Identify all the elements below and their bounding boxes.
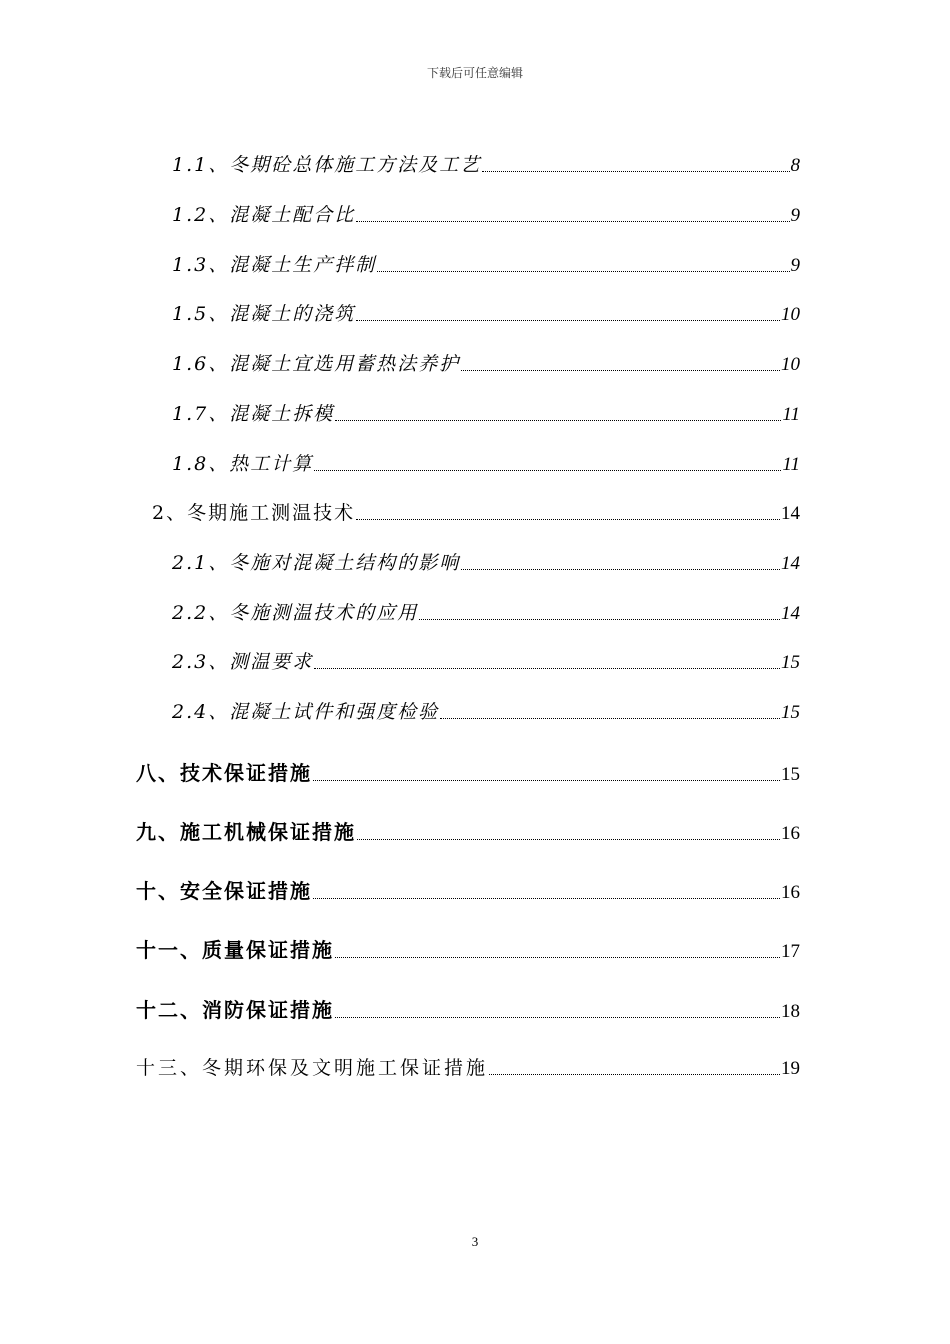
toc-entry-title: 十一、质量保证措施 [136, 938, 334, 962]
toc-entry-title: 十三、冬期环保及文明施工保证措施 [136, 1057, 489, 1079]
toc-leader [356, 518, 780, 520]
toc-leader [335, 956, 780, 958]
toc-leader [313, 779, 780, 781]
toc-entry[interactable] [136, 934, 800, 963]
toc-leader [357, 838, 780, 840]
toc-entry-page: 16 [781, 882, 800, 903]
page-header: 下载后可任意编辑 [426, 66, 523, 80]
toc-leader [461, 568, 780, 570]
toc-leader [461, 369, 780, 371]
toc-entry-page: 18 [781, 1001, 800, 1022]
toc-leader [377, 270, 789, 272]
toc-entry-title: 2.3、测温要求 [172, 651, 314, 673]
toc-entry-page: 14 [781, 603, 800, 624]
toc-entry[interactable] [172, 200, 800, 227]
toc-entry-title: 1.2、混凝土配合比 [172, 204, 356, 226]
toc-entry-page: 9 [790, 255, 800, 276]
toc-entry-title: 九、施工机械保证措施 [136, 820, 356, 844]
toc-leader [489, 1073, 780, 1075]
toc-entry[interactable] [136, 994, 800, 1023]
toc-entry[interactable] [172, 299, 800, 326]
toc-entry[interactable] [172, 449, 800, 476]
toc-entry-page: 14 [781, 553, 800, 574]
toc-entry-page: 9 [790, 205, 800, 226]
toc-leader [335, 1016, 780, 1018]
toc-entry-page: 11 [782, 454, 800, 475]
toc-entry-title: 1.5、混凝土的浇筑 [172, 303, 356, 325]
toc-entry-page: 8 [790, 155, 800, 176]
toc-entry[interactable] [136, 816, 800, 845]
page-number: 3 [471, 1234, 479, 1249]
toc-entry[interactable] [136, 875, 800, 904]
toc-entry-title: 2.1、冬施对混凝土结构的影响 [172, 552, 461, 574]
toc-leader [419, 618, 780, 620]
toc-entry-title: 2.4、混凝土试件和强度检验 [172, 701, 440, 723]
toc-leader [440, 717, 780, 719]
toc-entry[interactable] [136, 1053, 800, 1080]
toc-entry[interactable] [172, 399, 800, 426]
toc-entry[interactable] [172, 598, 800, 625]
toc-leader [356, 220, 789, 222]
toc-entry[interactable] [136, 757, 800, 786]
toc-entry-title: 八、技术保证措施 [136, 761, 312, 785]
toc-entry-title: 十二、消防保证措施 [136, 998, 334, 1022]
toc-entry-page: 10 [781, 304, 800, 325]
toc-entry-page: 16 [781, 823, 800, 844]
toc-entry-title: 1.3、混凝土生产拌制 [172, 254, 377, 276]
toc-entry[interactable] [152, 498, 800, 525]
toc-entry[interactable] [172, 349, 800, 376]
toc-entry-title: 十、安全保证措施 [136, 879, 312, 903]
toc-leader [335, 419, 781, 421]
toc-entry-page: 11 [782, 404, 800, 425]
toc-entry-title: 1.7、混凝土拆模 [172, 403, 335, 425]
toc-leader [314, 469, 781, 471]
toc-entry-page: 14 [781, 503, 800, 524]
toc-entry-title: 2.2、冬施测温技术的应用 [172, 602, 419, 624]
toc-entry-page: 15 [781, 764, 800, 785]
toc-leader [482, 170, 789, 172]
toc-entry-title: 2、冬期施工测温技术 [152, 502, 356, 524]
toc-entry[interactable] [172, 150, 800, 177]
toc-entry-page: 15 [781, 652, 800, 673]
toc-leader [313, 897, 780, 899]
toc-entry-page: 10 [781, 354, 800, 375]
toc-entry-page: 15 [781, 702, 800, 723]
toc-entry-title: 1.6、混凝土宜选用蓄热法养护 [172, 353, 461, 375]
toc-entry[interactable] [172, 697, 800, 724]
toc-leader [314, 667, 780, 669]
toc-entry[interactable] [172, 647, 800, 674]
toc-entry-title: 1.1、冬期砼总体施工方法及工艺 [172, 154, 482, 176]
toc-entry[interactable] [172, 250, 800, 277]
toc-entry[interactable] [172, 548, 800, 575]
toc-entry-page: 17 [781, 941, 800, 962]
toc-entry-page: 19 [781, 1058, 800, 1079]
toc-leader [356, 319, 780, 321]
toc-entry-title: 1.8、热工计算 [172, 453, 314, 475]
